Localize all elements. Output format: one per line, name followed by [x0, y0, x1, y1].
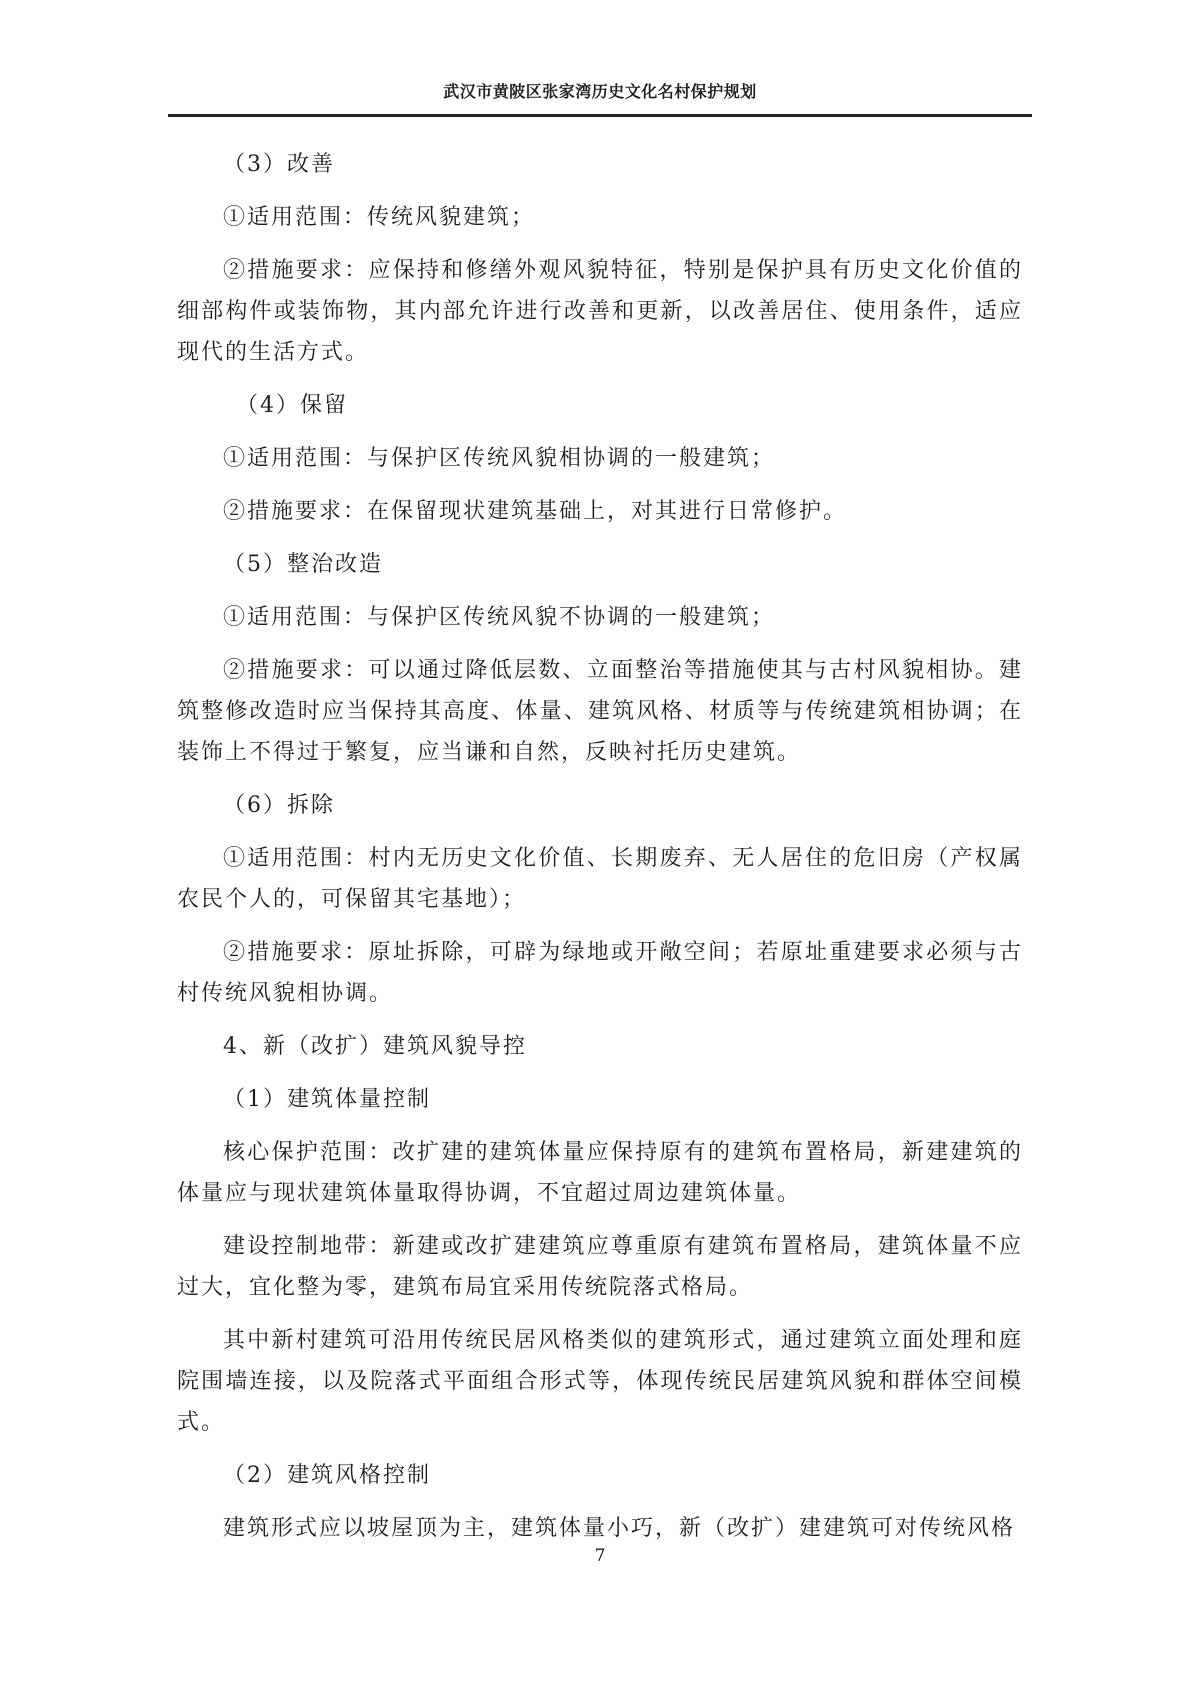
section-heading: （3）改善 [223, 152, 335, 177]
body-paragraph: 建设控制地带：新建或改扩建建筑应尊重原有建筑布置格局，建筑体量不应过大，宜化整为零，建筑布局宜采用传统院落式格局。 [177, 1234, 1023, 1300]
section-heading: （1）建筑体量控制 [223, 1087, 431, 1112]
section-heading: （2）建筑风格控制 [223, 1463, 431, 1488]
section-heading: （6）拆除 [223, 793, 335, 818]
body-paragraph: ①适用范围：与保护区传统风貌不协调的一般建筑； [223, 605, 776, 630]
section-heading: （5）整治改造 [223, 552, 383, 577]
body-paragraph: ②措施要求：可以通过降低层数、立面整治等措施使其与古村风貌相协。建筑整修改造时应当保持其高度、体量、建筑风格、材质等与传统建筑相协调；在装饰上不得过于繁复，应当谦和自然，反映衬托历史建筑。 [177, 658, 1023, 765]
page-footer [0, 1546, 1200, 1566]
body-paragraph: 建筑形式应以坡屋顶为主，建筑体量小巧，新（改扩）建建筑可对传统风格 [223, 1516, 1016, 1541]
body-paragraph: ②措施要求：在保留现状建筑基础上，对其进行日常修护。 [223, 499, 848, 524]
page-header [168, 0, 1032, 117]
body-paragraph: 核心保护范围：改扩建的建筑体量应保持原有的建筑布置格局，新建建筑的体量应与现状建筑体量取得协调，不宜超过周边建筑体量。 [177, 1140, 1023, 1206]
body-paragraph: ①适用范围：传统风貌建筑； [223, 205, 536, 230]
section-heading: （4）保留 [236, 393, 348, 418]
page-number: 7 [594, 1546, 606, 1566]
page-header-title: 武汉市黄陂区张家湾历史文化名村保护规划 [443, 82, 757, 101]
section-heading: 4、新（改扩）建筑风貌导控 [223, 1034, 527, 1059]
body-paragraph: ①适用范围：村内无历史文化价值、长期废弃、无人居住的危旧房（产权属农民个人的，可保留其宅基地）； [177, 846, 1023, 912]
body-paragraph: 其中新村建筑可沿用传统民居风格类似的建筑形式，通过建筑立面处理和庭院围墙连接，以及院落式平面组合形式等，体现传统民居建筑风貌和群体空间模式。 [177, 1328, 1023, 1435]
body-paragraph: ①适用范围：与保护区传统风貌相协调的一般建筑； [223, 446, 776, 471]
body-paragraph: ②措施要求：原址拆除，可辟为绿地或开敞空间；若原址重建要求必须与古村传统风貌相协调。 [177, 940, 1023, 1006]
body-paragraph: ②措施要求：应保持和修缮外观风貌特征，特别是保护具有历史文化价值的细部构件或装饰物，其内部允许进行改善和更新，以改善居住、使用条件，适应现代的生活方式。 [177, 258, 1023, 365]
document-body [177, 144, 1023, 1549]
